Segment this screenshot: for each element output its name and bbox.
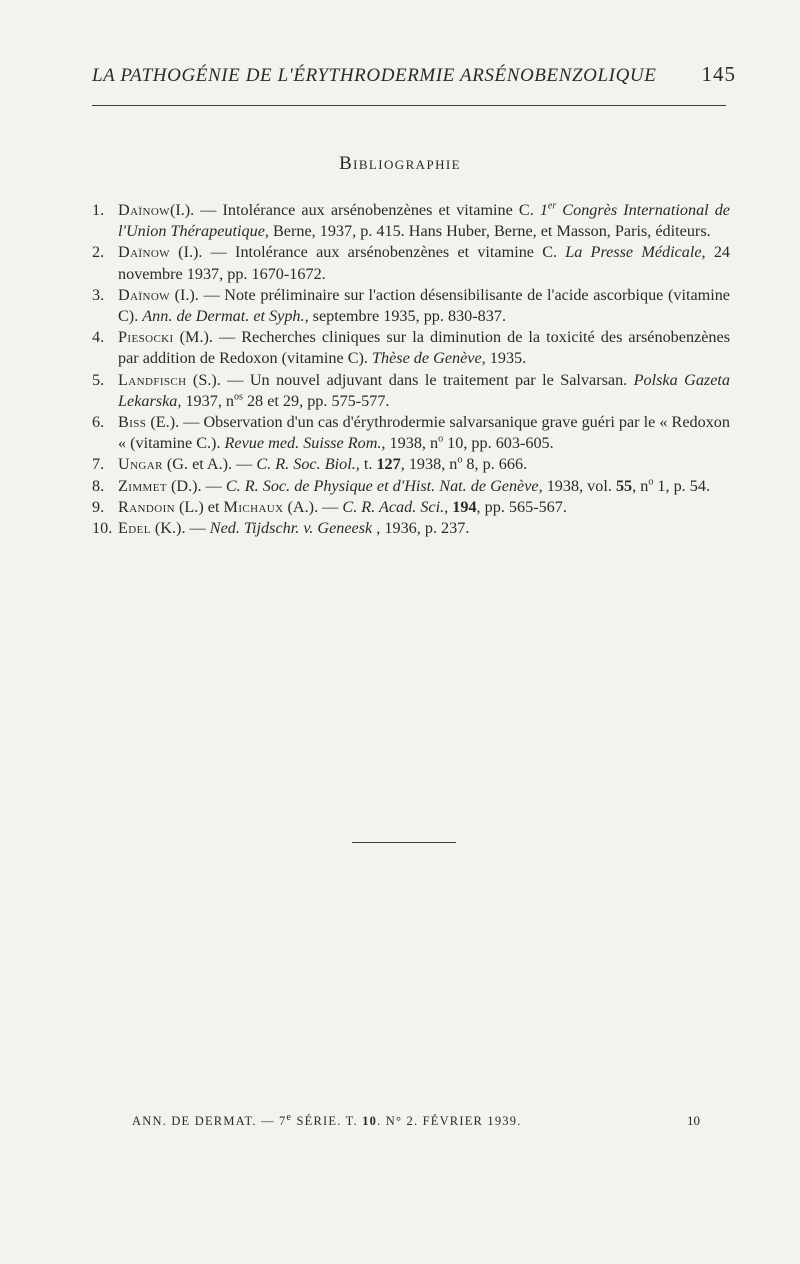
section-title: Bibliographie <box>339 153 461 174</box>
reference-text <box>118 200 730 242</box>
reference-number: 2. <box>92 243 105 262</box>
reference-journal: C. R. Acad. Sci., <box>342 497 449 516</box>
reference-author: Randoin <box>118 497 175 516</box>
reference-volume: 127 <box>376 455 401 474</box>
reference-tail: 28 et 29, pp. 575-577. <box>242 391 390 410</box>
reference-tail: , 1936, p. 237. <box>372 519 470 538</box>
reference-author-rest: (I.). — Intolérance aux arsénobenzènes et vitamine C. <box>169 243 566 262</box>
reference-journal: Ann. de Dermat. et Syph., <box>142 307 309 326</box>
page-number: 145 <box>701 62 736 86</box>
reference-volume: 55 <box>615 476 633 495</box>
reference-item <box>92 454 730 475</box>
footer-citation <box>132 1111 522 1129</box>
reference-journal: C. R. Soc. Biol., <box>256 455 360 474</box>
reference-item <box>92 200 730 242</box>
reference-author: Edel <box>118 519 151 538</box>
reference-journal: Ned. Tijdschr. v. Geneesk <box>209 519 373 538</box>
reference-item <box>92 370 730 412</box>
reference-text <box>118 476 730 497</box>
footer-signature: 10 <box>687 1113 700 1128</box>
reference-author-rest: (K.). — <box>150 519 210 538</box>
reference-text <box>118 412 730 454</box>
reference-tail-mid: , n <box>632 476 649 495</box>
reference-author-rest: (I.). — Intolérance aux arsénobenzènes et vitamine C. <box>169 201 540 219</box>
reference-author-2: Michaux <box>223 497 284 516</box>
reference-author: Piesocki <box>118 328 174 347</box>
running-title: LA PATHOGÉNIE DE L'ÉRYTHRODERMIE ARSÉNOBENZOLIQUE <box>92 65 657 86</box>
reference-journal: Thèse de Genève, <box>372 349 486 368</box>
reference-text <box>118 242 730 284</box>
reference-journal: C. R. Soc. de Physique et d'Hist. Nat. de Genève, <box>225 476 543 495</box>
reference-item <box>92 242 730 284</box>
running-head <box>92 62 736 87</box>
reference-volume: 194 <box>452 497 477 516</box>
reference-tail: septembre 1935, pp. 830-837. <box>308 307 506 326</box>
reference-author: Zimmet <box>118 476 167 495</box>
reference-journal: La Presse Médicale, <box>565 243 706 262</box>
reference-author-rest: (M.). — Recherches cliniques sur la diminution de la toxicité des arsénobenzènes par addition de Redoxon (vitamine C). <box>118 328 730 368</box>
reference-item <box>92 497 730 518</box>
reference-item <box>92 412 730 454</box>
reference-tail-mid: , 1938, n <box>400 455 458 474</box>
reference-journal: Polska Gazeta Lekarska, <box>118 370 731 410</box>
reference-tail-pre: t. <box>359 455 377 474</box>
reference-item <box>92 476 730 497</box>
reference-author: Daïnow <box>118 201 170 219</box>
reference-number: 6. <box>92 413 105 432</box>
reference-number: 3. <box>92 285 105 304</box>
reference-item <box>92 285 730 327</box>
footer-text-mid: SÉRIE. T. <box>292 1114 363 1128</box>
reference-tail-pre: 1937, n <box>181 391 234 410</box>
reference-tail: 24 novembre 1937, pp. 1670-1672. <box>118 243 731 283</box>
reference-author-rest: (S.). — Un nouvel adjuvant dans le traitement par le Salvarsan. <box>186 370 634 389</box>
reference-number: 4. <box>92 328 105 347</box>
reference-ital-sup: er <box>547 200 557 212</box>
reference-item <box>92 327 730 369</box>
reference-author: Daïnow <box>118 243 170 262</box>
reference-tail: 1935. <box>485 349 527 368</box>
reference-text <box>118 454 730 475</box>
reference-tail-sup: o <box>457 455 463 467</box>
reference-author: Landfisch <box>118 370 187 389</box>
reference-number: 1. <box>92 201 105 219</box>
reference-ital-pre: 1 <box>539 201 548 219</box>
reference-author-mid: (L.) et <box>174 497 224 516</box>
reference-author-rest: (D.). — <box>166 476 226 495</box>
reference-number: 7. <box>92 455 105 474</box>
reference-author-rest: (I.). — Note préliminaire sur l'action désensibilisante de l'acide ascorbique (vitamine C). <box>118 285 730 326</box>
reference-number: 10. <box>92 519 113 538</box>
reference-tail: 10, pp. 603-605. <box>443 434 554 453</box>
reference-author: Biss <box>118 413 147 432</box>
footer-text-pre: ANN. DE DERMAT. — 7 <box>132 1114 287 1128</box>
reference-author: Ungar <box>118 455 163 474</box>
end-rule <box>352 842 456 843</box>
reference-item <box>92 518 730 539</box>
reference-tail: Berne, 1937, p. 415. Hans Huber, Berne, et Masson, Paris, éditeurs. <box>268 222 711 241</box>
reference-author-rest: (A.). — <box>283 497 343 516</box>
reference-text <box>118 285 730 327</box>
footer-text-post: . N° 2. FÉVRIER 1939. <box>377 1114 522 1128</box>
reference-tail-pre: 1938, vol. <box>542 476 616 495</box>
footer-volume: 10 <box>362 1114 378 1128</box>
reference-text <box>118 497 730 518</box>
reference-tail-sup: o <box>648 476 654 488</box>
reference-author-rest: (E.). — Observation d'un cas d'érythrodermie salvarsanique grave guéri par le « Redoxon « (vitamine C.). <box>118 413 730 453</box>
reference-number: 5. <box>92 370 105 389</box>
reference-list <box>92 200 730 539</box>
reference-tail: , pp. 565-567. <box>476 497 567 516</box>
footer-text-sup: e <box>286 1111 293 1123</box>
reference-author-rest: (G. et A.). — <box>162 455 257 474</box>
reference-tail: 1, p. 54. <box>653 476 710 495</box>
reference-tail: 8, p. 666. <box>462 455 528 474</box>
reference-number: 9. <box>92 497 105 516</box>
reference-journal: Congrès International de l'Union Thérapeutique, <box>118 201 730 241</box>
reference-tail-sup: o <box>438 433 444 445</box>
reference-tail-pre: 1938, n <box>385 434 439 453</box>
reference-author: Daïnow <box>118 285 170 304</box>
reference-journal: Revue med. Suisse Rom., <box>224 434 386 453</box>
reference-text <box>118 327 730 369</box>
header-rule <box>92 105 726 106</box>
reference-text <box>118 370 730 412</box>
reference-text <box>118 518 730 539</box>
reference-tail-sup: os <box>234 391 243 403</box>
footer <box>132 1113 700 1129</box>
reference-number: 8. <box>92 476 105 495</box>
